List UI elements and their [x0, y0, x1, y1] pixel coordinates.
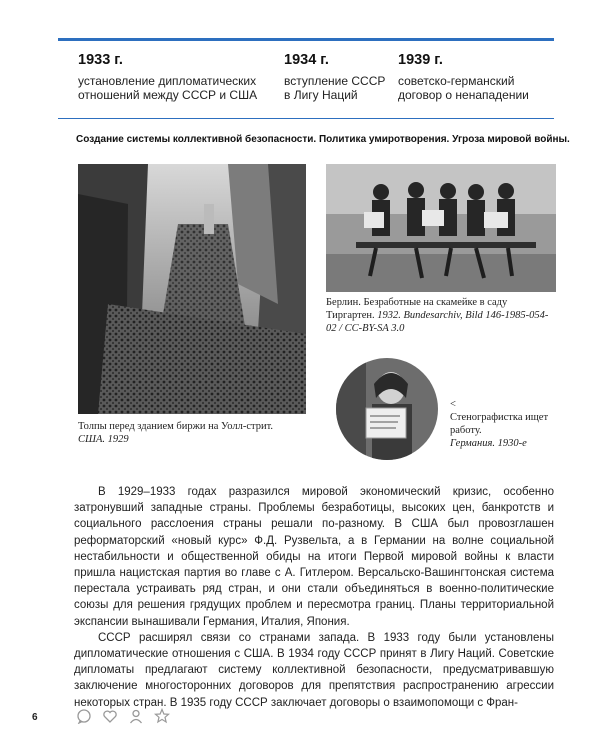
wall-street-photo [78, 164, 306, 414]
section-subtitle: Создание системы коллективной безопасности. Политика умиротворения. Угроза мировой войны. [76, 134, 570, 145]
timeline-item-1939 [398, 52, 548, 102]
header-rule [58, 38, 554, 41]
berlin-caption [326, 296, 558, 335]
caption-meta: 1932. Bundesarchiv, Bild 146-1985-054-02 / CC-BY-SA 3.0 [326, 310, 549, 334]
timeline-item-1934 [284, 52, 388, 102]
berlin-photo [326, 164, 556, 292]
footer-icons [76, 708, 170, 729]
stenographer-photo [336, 358, 438, 460]
timeline-year: 1939 г. [398, 52, 443, 68]
timeline-year: 1934 г. [284, 52, 329, 68]
page-number: 6 [32, 712, 38, 723]
section-rule [58, 118, 554, 119]
stenographer-caption [450, 398, 556, 450]
caption-text: Толпы перед зданием биржи на Уолл-стрит. [78, 421, 274, 432]
timeline-text: вступление СССР в Лигу Наций [284, 74, 386, 102]
timeline-year: 1933 г. [78, 52, 123, 68]
timeline-item-1933 [78, 52, 274, 102]
paragraph: СССР расширял связи со странами запада. В 1933 году были установлены дипломатические отношения с США. В 1934 году СССР принят в Лигу Наций. Советские дипломаты предлагают систему коллективной безопасности, предусматривавшую заключение многосторонних договоров для препятствия распространению агрессии некоторых стран. В 1935 году СССР заключает договоры о взаимопомощи с Фран- [74, 631, 554, 709]
user-icon[interactable] [128, 708, 144, 729]
wall-street-caption [78, 420, 308, 446]
star-icon[interactable] [154, 708, 170, 729]
paragraph: В 1929–1933 годах разразился мировой экономический кризис, особенно затронувший западные страны. Проблемы безработицы, высоких цен, банкротств и социального расслоения страны решали по-разному. В США был провозглашен реформаторский «новый курс» Ф.Д. Рузвельта, а в Германии на волне социальной нестабильности и общественной обиды на итоги Первой мировой войны к власти пришла нацистская партия во главе с А. Гитлером. Версальско-Вашингтонская система перестала устраивать ряд стран, и они стали объединяться в военно-политические союзы для решения грядущих проблем и пересмотра границ. Планы территориальной экспансии вынашивали Германия, Италия, Япония. [74, 486, 554, 628]
caption-text: Берлин. Безработные на скамейке в саду Тиргартен. [326, 297, 508, 321]
body-text [74, 484, 554, 711]
timeline-text: установление дипломатических отношений между СССР и США [78, 74, 258, 102]
caption-text: Стенографистка ищет работу. [450, 412, 549, 436]
heart-icon[interactable] [102, 708, 118, 729]
chat-icon[interactable] [76, 708, 92, 729]
caption-meta: США. 1929 [78, 434, 129, 445]
caption-meta: Германия. 1930-е [450, 438, 527, 449]
timeline-text: советско-германский договор о ненападении [398, 74, 529, 102]
caption-marker: < [450, 399, 456, 410]
